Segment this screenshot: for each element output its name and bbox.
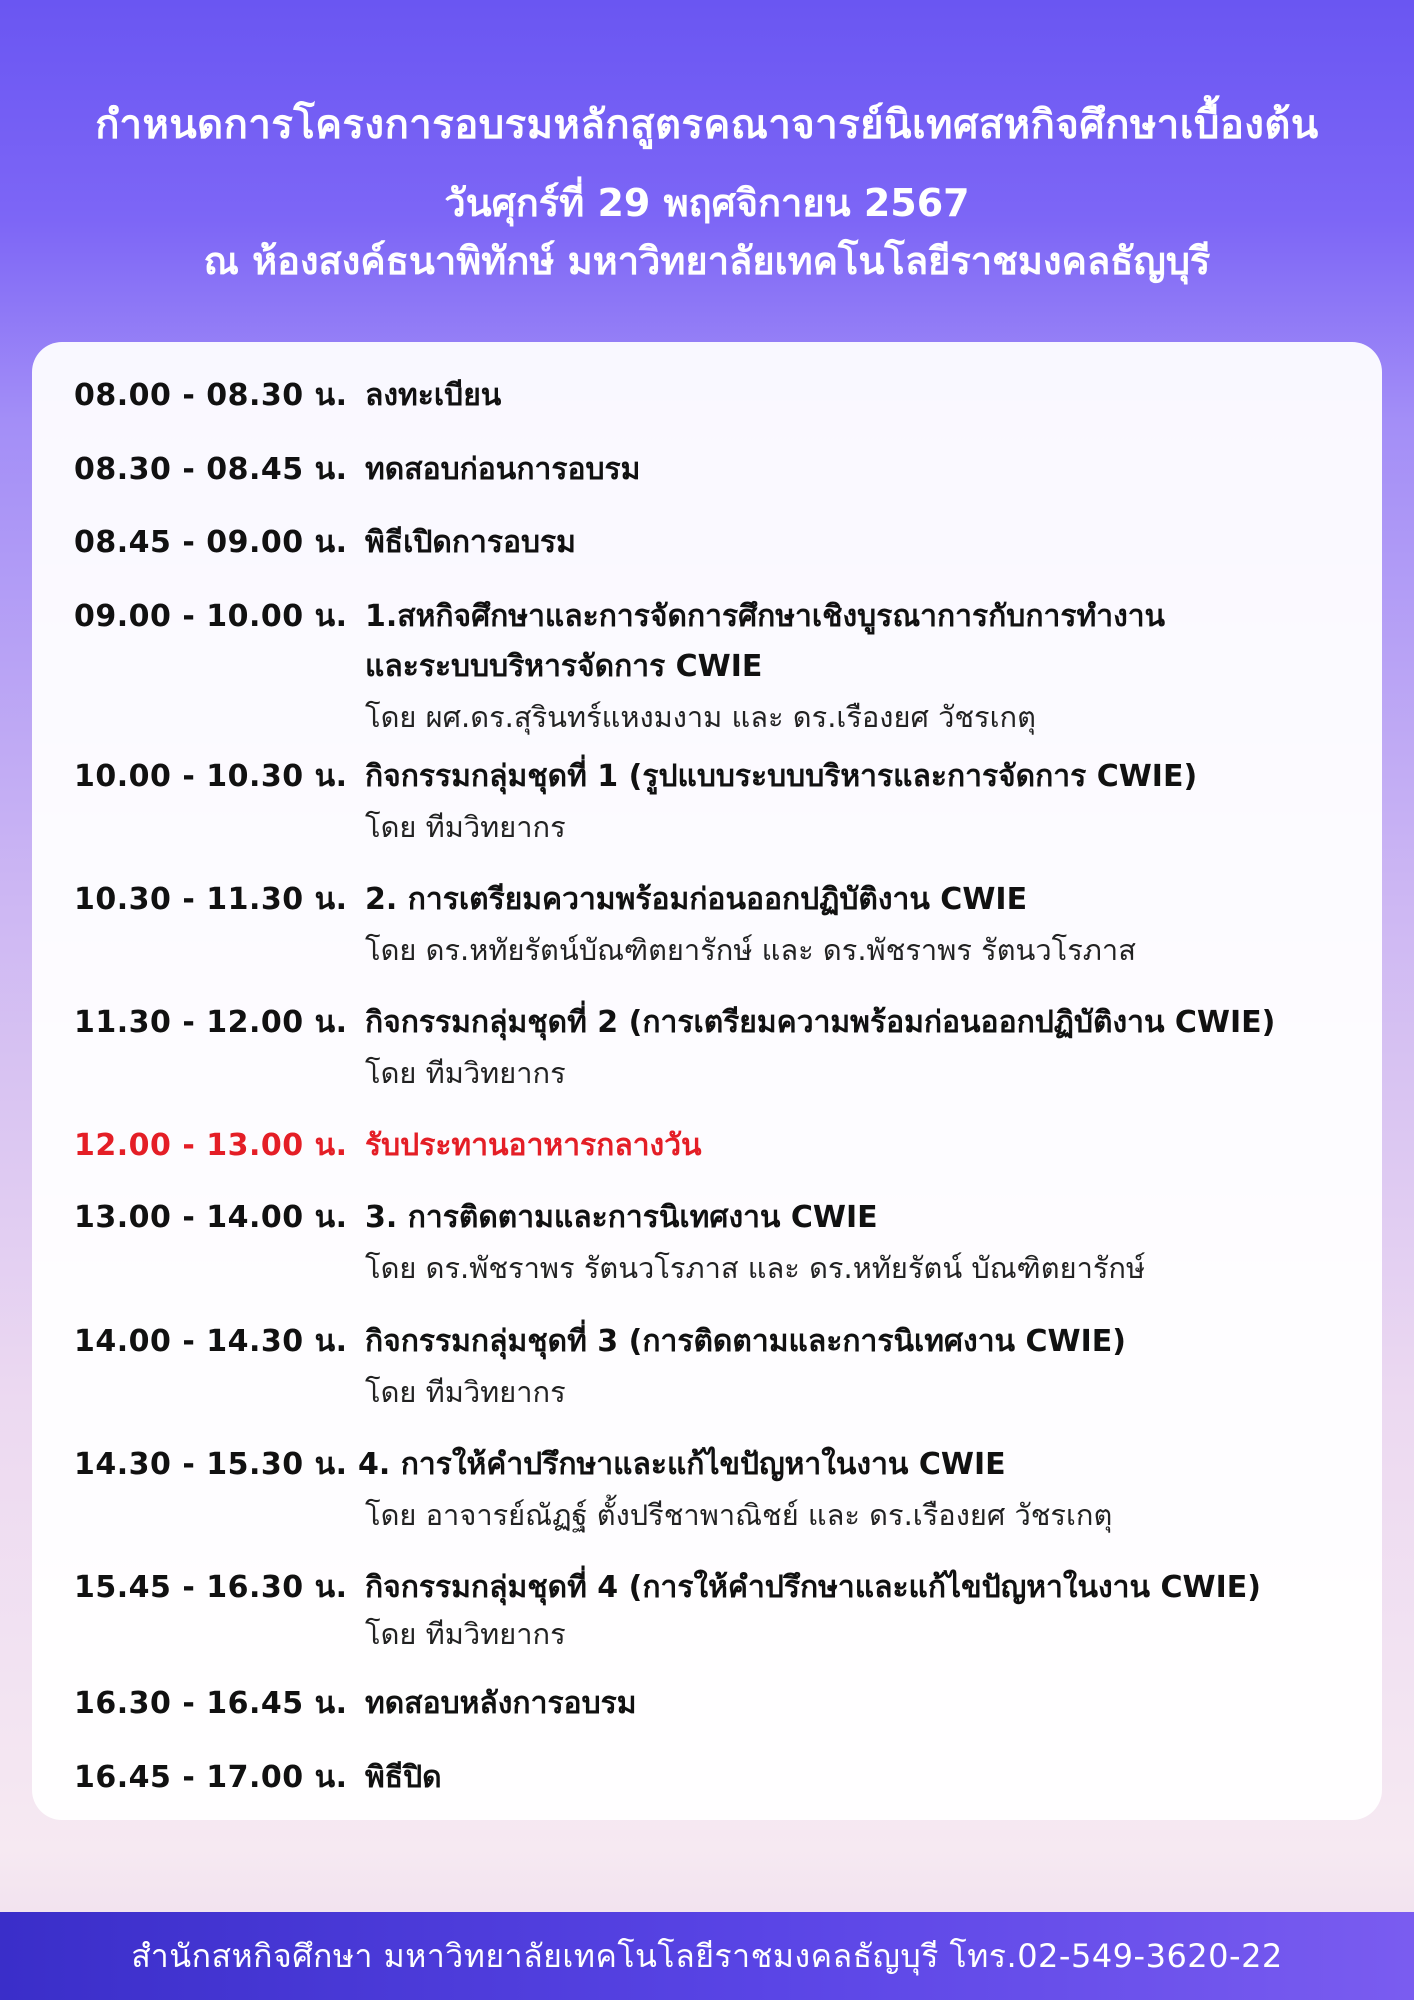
schedule-time: 08.30 - 08.45 น. (74, 452, 348, 487)
schedule-activity: รับประทานอาหารกลางวัน (365, 1128, 702, 1163)
schedule-activity: กิจกรรมกลุ่มชุดที่ 1 (รูปแบบระบบบริหารและการจัดการ CWIE) (365, 759, 1198, 794)
page-title: กำหนดการโครงการอบรมหลักสูตรคณาจารย์นิเทศสหกิจศึกษาเบื้องต้น (95, 102, 1319, 148)
schedule-time: 14.30 - 15.30 น. (74, 1447, 348, 1482)
schedule-time: 11.30 - 12.00 น. (74, 1005, 348, 1040)
schedule-speaker: โดย ดร.พัชราพร รัตนวโรภาส และ ดร.หทัยรัตน์ บัณฑิตยารักษ์ (365, 1251, 1146, 1285)
schedule-time: 15.45 - 16.30 น. (74, 1570, 348, 1605)
schedule-speaker: โดย ทีมวิทยากร (365, 1056, 566, 1090)
schedule-time: 16.30 - 16.45 น. (74, 1686, 348, 1721)
schedule-speaker: โดย ดร.หทัยรัตน์บัณฑิตยารักษ์ และ ดร.พัชราพร รัตนวโรภาส (365, 933, 1136, 967)
schedule-time: 10.30 - 11.30 น. (74, 882, 348, 917)
schedule-time: 12.00 - 13.00 น. (74, 1128, 348, 1163)
event-venue: ณ ห้องสงค์ธนาพิทักษ์ มหาวิทยาลัยเทคโนโลยีราชมงคลธัญบุรี (203, 239, 1211, 283)
schedule-time: 13.00 - 14.00 น. (74, 1200, 348, 1235)
schedule-activity: ลงทะเบียน (365, 378, 502, 413)
schedule-activity: พิธีเปิดการอบรม (365, 525, 576, 560)
schedule-speaker: โดย ทีมวิทยากร (365, 1375, 566, 1409)
schedule-activity: 1.สหกิจศึกษาและการจัดการศึกษาเชิงบูรณาการกับการทำงาน (365, 599, 1166, 634)
schedule-activity: ทดสอบหลังการอบรม (365, 1686, 637, 1721)
schedule-speaker: โดย อาจารย์ณัฏฐ์ ตั้งปรีชาพาณิชย์ และ ดร.เรืองยศ วัชรเกตุ (365, 1498, 1113, 1532)
schedule-activity: พิธีปิด (365, 1760, 442, 1795)
schedule-time: 09.00 - 10.00 น. (74, 599, 348, 634)
schedule-activity: กิจกรรมกลุ่มชุดที่ 4 (การให้คำปรึกษาและแก้ไขปัญหาในงาน CWIE) (365, 1570, 1261, 1605)
schedule-activity: 2. การเตรียมความพร้อมก่อนออกปฏิบัติงาน CWIE (365, 882, 1028, 917)
schedule-speaker: โดย ทีมวิทยากร (365, 810, 566, 844)
schedule-speaker: โดย ทีมวิทยากร (365, 1617, 566, 1651)
schedule-time: 10.00 - 10.30 น. (74, 759, 348, 794)
footer-contact: สำนักสหกิจศึกษา มหาวิทยาลัยเทคโนโลยีราชมงคลธัญบุรี โทร.02-549-3620-22 (0, 1912, 1414, 2000)
schedule-activity: กิจกรรมกลุ่มชุดที่ 2 (การเตรียมความพร้อมก่อนออกปฏิบัติงาน CWIE) (365, 1005, 1276, 1040)
schedule-speaker: โดย ผศ.ดร.สุรินทร์แหงมงาม และ ดร.เรืองยศ วัชรเกตุ (365, 700, 1036, 734)
schedule-time: 08.45 - 09.00 น. (74, 525, 348, 560)
schedule-activity: กิจกรรมกลุ่มชุดที่ 3 (การติดตามและการนิเทศงาน CWIE) (365, 1324, 1126, 1359)
schedule-time: 14.00 - 14.30 น. (74, 1324, 348, 1359)
schedule-time: 16.45 - 17.00 น. (74, 1760, 348, 1795)
schedule-activity: ทดสอบก่อนการอบรม (365, 452, 641, 487)
schedule-time: 08.00 - 08.30 น. (74, 378, 348, 413)
schedule-activity: 3. การติดตามและการนิเทศงาน CWIE (365, 1200, 878, 1235)
schedule-card (32, 342, 1382, 1820)
schedule-activity: 4. การให้คำปรึกษาและแก้ไขปัญหาในงาน CWIE (358, 1447, 1006, 1482)
schedule-activity-continued: และระบบบริหารจัดการ CWIE (365, 649, 763, 684)
event-date: วันศุกร์ที่ 29 พฤศจิกายน 2567 (444, 181, 970, 225)
